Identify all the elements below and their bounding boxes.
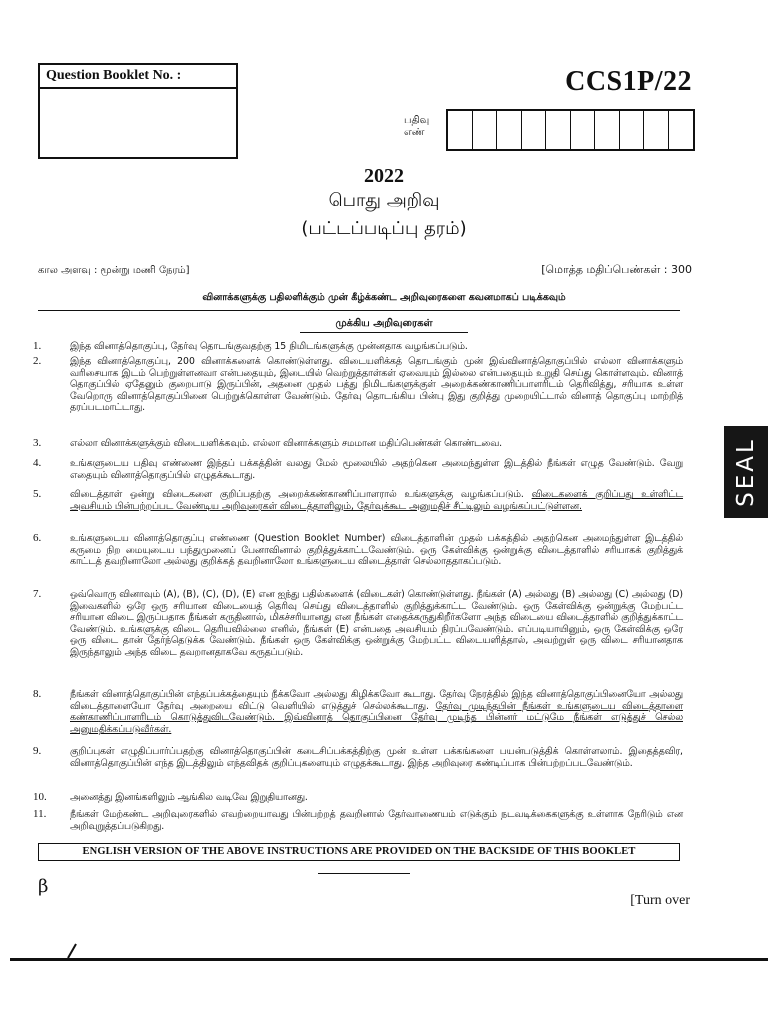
page-bottom-rule (10, 958, 768, 961)
seal-label: SEAL (733, 437, 759, 507)
register-digit-box[interactable] (669, 111, 694, 149)
register-digit-box[interactable] (595, 111, 620, 149)
beta-symbol: β (38, 876, 49, 897)
register-digit-box[interactable] (497, 111, 522, 149)
instruction-item: 3. எல்லா வினாக்களுக்கும் விடையளிக்கவும். எல்லா வினாக்களும் சமமான மதிப்பெண்கள் கொண்டவை. (33, 437, 503, 449)
divider (38, 310, 680, 311)
register-number-label: பதிவு எண் (404, 115, 430, 138)
instruction-item: 9. குறிப்புகள் எழுதிப்பார்ப்பதற்கு வினாத்தொகுப்பின் கடைசிப்பக்கத்திற்கு முன் உள்ள பக்கங்களை பயன்படுத்திக் கொள்ளலாம். இதைத்தவிர, வினாத்தொகுப்பின் எந்த இடத்திலும் எந்தவிதக் குறிப்புகளையும் எழுதக்கூடாது. இந்த அறிவுரை கண்டிப்பாக பின்பற்றப்படவேண்டும். (33, 745, 683, 769)
register-digit-box[interactable] (546, 111, 571, 149)
instruction-item: 7. ஒவ்வொரு வினாவும் (A), (B), (C), (D), (E) என ஐந்து பதில்களைக் (விடைகள்) கொண்டுள்ளது. நீங்கள் (A) அல்லது (B) அல்லது (C) அல்லது (D) இவைகளில் ஒரே ஒரு சரியான விடையைத் தெரிவு செய்து விடைத்தாளில் குறித்துக்காட்ட வேண்டும். ஒரு கேள்விக்கு ஒன்றுக்கு மேற்பட்ட சரியான விடை இருப்பதாக நீங்கள் கருதினால், மிகச்சரியானது என நீங்கள் எதைக்கருதுகிறீர்களோ அந்த விடையை விடைத்தாளில் குறித்துக்காட்ட வேண்டும். உங்களுக்கு விடை தெரியவில்லை எனில், நீங்கள் (E) என்பதை அவசியம் நிரப்பவேண்டும். எப்படியாயினும், ஒரு கேள்விக்கு ஒரே ஒரு விடை தான் தேர்ந்தெடுக்க வேண்டும். நீங்கள் ஒரு கேள்விக்கு ஒன்றுக்கு மேற்பட்ட விடையளித்தால், அவற்றுள் ஒரு விடை சரியானதாக இருந்தாலும் அந்த விடை தவறானதாகவே கருதப்படும். (33, 588, 683, 658)
short-divider (318, 873, 410, 874)
english-version-note: ENGLISH VERSION OF THE ABOVE INSTRUCTIONS ARE PROVIDED ON THE BACKSIDE OF THIS BOOKLET (38, 843, 680, 861)
total-marks: [மொத்த மதிப்பெண்கள் : 300 (541, 263, 692, 276)
heading-underline (300, 332, 468, 333)
instruction-item: 10. அனைத்து இனங்களிலும் ஆங்கில வடிவே இறுதியானது. (33, 791, 308, 803)
paper-code: CCS1P/22 (565, 66, 692, 97)
instruction-item: 4. உங்களுடைய பதிவு எண்ணை இந்தப் பக்கத்தின் வலது மேல் மூலையில் அதற்கென அமைந்துள்ள இடத்தில் நீங்கள் எழுத வேண்டும். வேறு எதையும் வினாத்தொகுப்பில் எழுதக்கூடாது. (33, 457, 683, 481)
turn-over-label: [Turn over (630, 893, 690, 908)
register-digit-box[interactable] (620, 111, 645, 149)
instruction-item: 11. நீங்கள் மேற்கண்ட அறிவுரைகளில் எவற்றையாவது பின்பற்றத் தவறினால் தேர்வாணையம் எடுக்கும் நடவடிக்கைகளுக்கு உள்ளாக நேரிடும் என அறிவுறுத்தப்படுகிறது. (33, 808, 683, 832)
exam-year: 2022 (364, 165, 404, 187)
register-digit-box[interactable] (522, 111, 547, 149)
instructions-heading: முக்கிய அறிவுரைகள் (335, 318, 433, 329)
register-digit-box[interactable] (448, 111, 473, 149)
instruction-item: 2. இந்த வினாத்தொகுப்பு, 200 வினாக்களைக் கொண்டுள்ளது. விடையளிக்கத் தொடங்கும் முன் இவ்வினாத்தொகுப்பில் எல்லா வினாக்களும் வரிசையாக இடம் பெற்றுள்ளனவா என்பதையும், இடையில் வெற்றுத்தாள்கள் ஏவையும் இல்லை என்பதையும் உறுதி செய்து கொள்ளவும். வினாத் தொகுப்பில் ஏதேனும் குறைபாடு இருப்பின், அதனை முதல் பத்து நிமிடங்களுக்குள் அறைக்கண்காணிப்பாளரிடம் தெரிவித்து, சரியாக உள்ள வேறொரு வினாத்தொகுப்பினை பெற்றுக்கொள்ள வேண்டும். தேர்வு தொடங்கிய பின்பு இது குறித்து முறையிட்டால் வினாத் தொகுப்பு மாற்றித் தரப்படமாட்டாது. (33, 355, 683, 414)
subject-level: (பட்டப்படிப்பு தரம்) (301, 218, 467, 239)
register-digit-box[interactable] (644, 111, 669, 149)
read-instructions-line: வினாக்களுக்கு பதிலளிக்கும் முன் கீழ்க்கண்ட அறிவுரைகளை கவனமாகப் படிக்கவும் (202, 292, 566, 303)
instruction-item: 6. உங்களுடைய வினாத்தொகுப்பு எண்ணை (Question Booklet Number) விடைத்தாளின் முதல் பக்கத்தில் அதற்கென அமைந்துள்ள இடத்தில் கருமை நிற மையுடைய பந்துமுனைப் பேனாவினால் குறித்துக்காட்டவேண்டும். ஒரு கேள்விக்கு ஒன்றுக்கு விடைத்தாளில் சரியாகக் குறித்துக் காட்டத் தவறினாலோ அல்லது குறிக்கத் தவறினாலோ உங்களுடைய விடைத்தாள் செல்லாததாகப்படும். (33, 532, 683, 568)
instruction-item: 8. நீங்கள் வினாத்தொகுப்பின் எந்தப்பக்கத்தையும் நீக்கவோ அல்லது கிழிக்கவோ கூடாது. தேர்வு நேரத்தில் இந்த வினாத்தொகுப்பினையோ அல்லது விடைத்தாளையோ தேர்வு அறையை விட்டு வெளியில் எடுத்துச் செல்லக்கூடாது. தேர்வு முடிந்தபின் நீங்கள் உங்களுடைய விடைத்தாளை கண்காணிப்பாளரிடம் கொடுத்துவிடவேண்டும். இவ்வினாத் தொகுப்பினை தேர்வு முடிந்த பின்னர் மட்டுமே நீங்கள் எடுத்துச் செல்ல அனுமதிக்கப்படுவீர்கள். (33, 688, 683, 735)
instruction-item: 5. விடைத்தாள் ஒன்று விடைகளை குறிப்பதற்கு அறைக்கண்காணிப்பாளரால் உங்களுக்கு வழங்கப்படும். விடைகளைக் குறிப்பது உள்ளிட்ட அவசியம் பின்பற்றப்பட வேண்டிய அறிவுரைகள் விடைத்தாளிலும், தேர்வுக்கூட அனுமதிச் சீட்டிலும் வழங்கப்பட்டுள்ளன. (33, 488, 683, 512)
question-booklet-number-box[interactable] (38, 63, 238, 159)
seal-tab (724, 426, 768, 518)
question-booklet-label: Question Booklet No. : (40, 65, 236, 89)
instruction-item: 1. இந்த வினாத்தொகுப்பு, தேர்வு தொடங்குவதற்கு 15 நிமிடங்களுக்கு முன்னதாக வழங்கப்படும். (33, 340, 468, 352)
register-digit-box[interactable] (571, 111, 596, 149)
register-number-boxes[interactable] (446, 109, 695, 151)
register-digit-box[interactable] (473, 111, 498, 149)
time-allowed: கால அளவு : மூன்று மணி நேரம்] (38, 265, 190, 276)
subject-title: பொது அறிவு (328, 190, 440, 211)
